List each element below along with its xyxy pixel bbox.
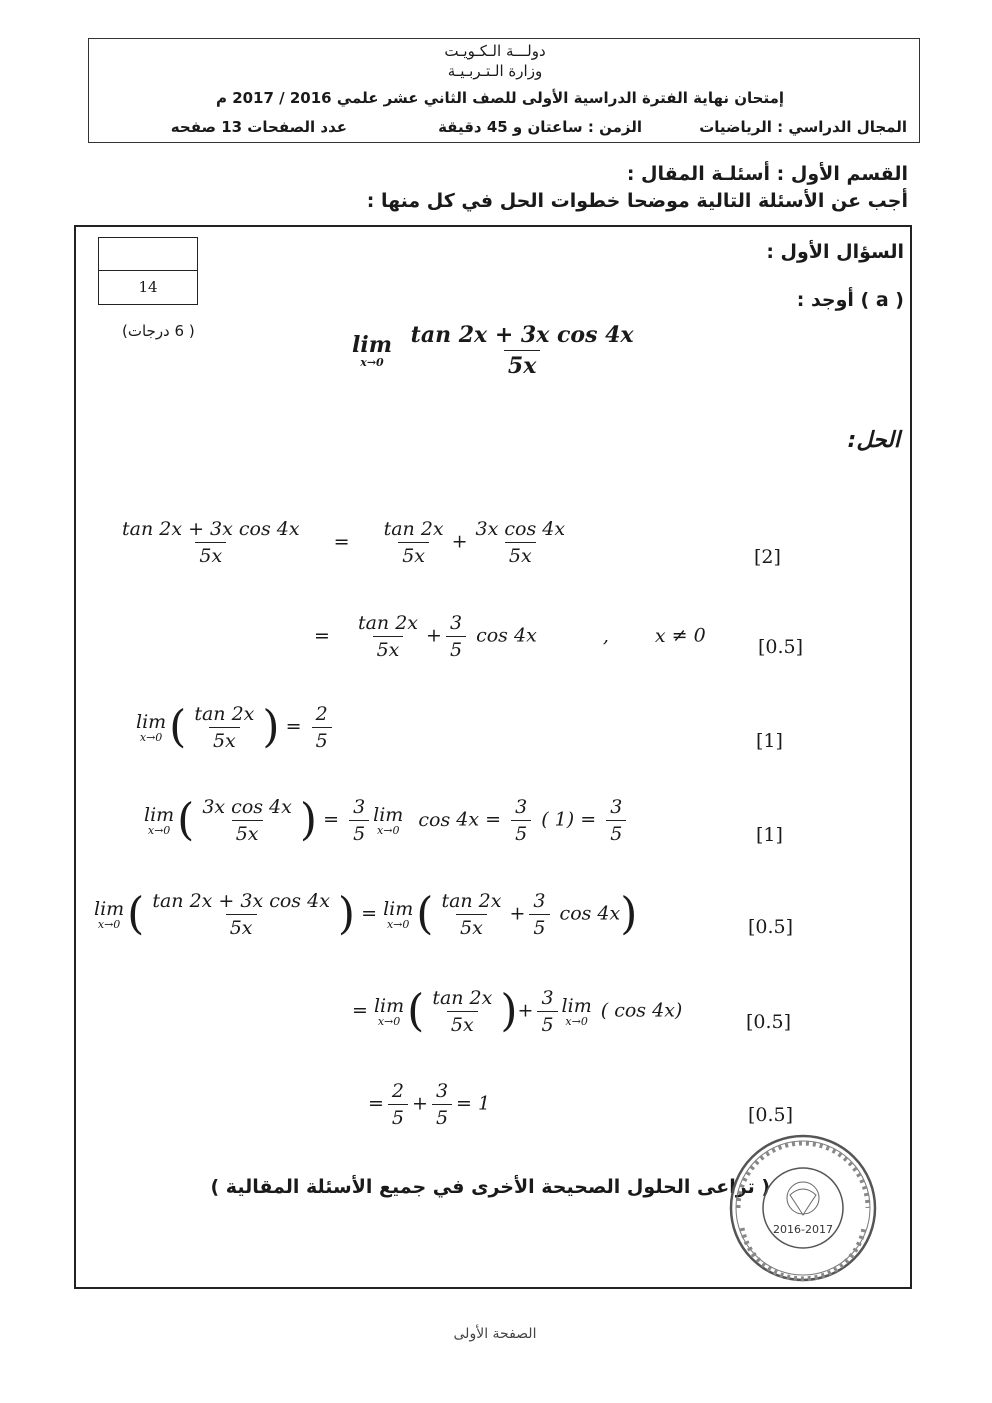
step-2: = $\frac{\tan 2x}{5x}$ + $\frac{3}{5}$ cos 4x , x ≠ 0 (314, 612, 706, 661)
question-box (74, 225, 912, 1289)
problem-lim: lim x→0 (352, 332, 392, 369)
step-7: = $\frac{2}{5}$ + $\frac{3}{5}$ = 1 (368, 1080, 491, 1129)
mark-2: [0.5] (758, 636, 804, 658)
ministry-seal-stamp (728, 1133, 878, 1283)
step-3: lim x→0 ( $\frac{\tan 2x}{5x}$ ) = $\frac{2}{5}$ (136, 703, 336, 752)
mark-4: [1] (756, 824, 783, 846)
page-label: الصفحة الأولى (453, 1326, 537, 1342)
mark-5: [0.5] (748, 916, 794, 938)
mark-7: [0.5] (748, 1104, 794, 1126)
problem-expression (352, 322, 642, 379)
section-instruction: أجب عن الأسئلة التالية موضحا خطوات الحل في كل منها : (366, 190, 908, 212)
header-ministry: وزارة الـتـربـيـة (447, 62, 543, 80)
header-state: دولـــة الـكـويـت (444, 42, 546, 60)
problem-fraction: $\frac{\text{tan 2x + 3x cos 4x}}{5x}$ (410, 322, 634, 379)
part-label: ( a ) أوجد : (796, 289, 904, 311)
step-1: $\frac{\text{tan 2x + 3x cos 4x}}{5x}$ = $\frac{\tan 2x}{5x}$ + $\frac{\text{3x cos 4x}}{5x}$ (122, 518, 566, 567)
section-title: القسم الأول : أسئلـة المقال : (626, 163, 908, 185)
step-4: lim x→0 ( $\frac{\text{3x cos 4x}}{5x}$ ) = $\frac{3}{5}$ lim x→0 cos 4x = $\frac{3}{5}$ ( 1) = $\frac{3}{5}$ (144, 796, 630, 845)
score-box-top (99, 238, 197, 271)
grading-note: ( تراعى الحلول الصحيحة الأخرى في جميع الأسئلة المقالية ) (210, 1176, 770, 1198)
question-label: السؤال الأول : (766, 241, 904, 263)
mark-3: [1] (756, 730, 783, 752)
exam-subject: المجال الدراسي : الرياضيات (699, 118, 907, 136)
step-6: = lim x→0 ( $\frac{\tan 2x}{5x}$ )+ $\frac{3}{5}$ lim x→0 ( cos 4x) (352, 985, 683, 1037)
score-box (98, 237, 198, 305)
exam-time: الزمن : ساعتان و 45 دقيقة (438, 118, 642, 136)
exam-title: إمتحان نهاية الفترة الدراسية الأولى للصف الثاني عشر علمي 2016 / 2017 م (215, 89, 785, 107)
stamp-years: 2016-2017 (773, 1223, 833, 1236)
solution-label: الحل: (847, 428, 900, 453)
step-5: lim x→0 ( $\frac{\text{tan 2x + 3x cos 4x}}{5x}$ ) = lim x→0 ( $\frac{\tan 2x}{5x}$ + $\frac{3}{5}$ cos 4x) (94, 888, 638, 940)
score-value: 14 (138, 278, 158, 296)
exam-pages: عدد الصفحات 13 صفحه (170, 118, 347, 136)
mark-6: [0.5] (746, 1011, 792, 1033)
degrees-label: ( 6 درجات) (122, 322, 195, 340)
mark-1: [2] (754, 546, 781, 568)
